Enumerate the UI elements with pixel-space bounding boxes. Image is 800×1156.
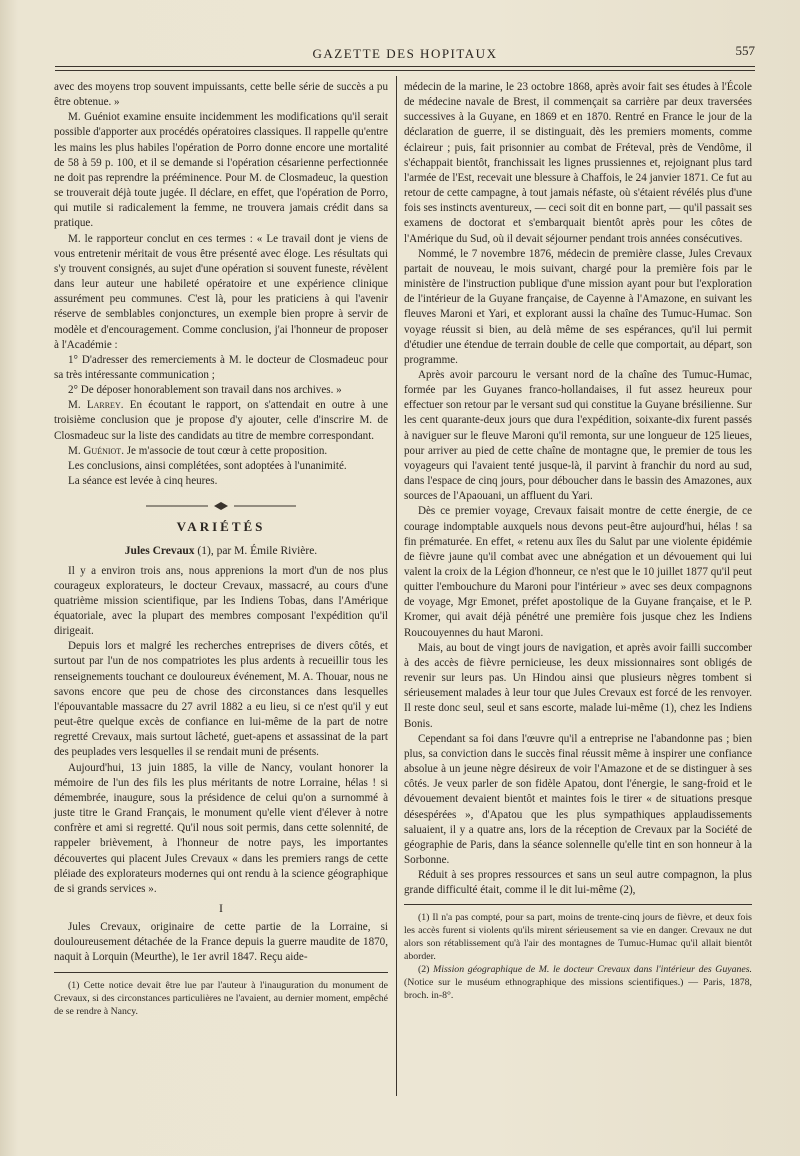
footnote-text: (Notice sur le muséum ethnographique des missions scientifiques.) — Paris, 1878, broch. in-8°.	[404, 977, 752, 1002]
paragraph: Il y a environ trois ans, nous apprenions la mort d'un de nos plus courageux explorateurs, le docteur Crevaux, massacré, au cours d'une quatrième mission scientifique, par les Indiens Tobas, dans l'Amérique équatoriale, avec la plupart des membres composant l'expédition qu'il dirigeait.	[54, 564, 388, 638]
paragraph: 2° De déposer honorablement son travail dans nos archives. »	[68, 384, 342, 397]
paragraph: médecin de la marine, le 23 octobre 1868, après avoir fait ses études à l'École de médecine navale de Brest, il commençait sa carrière par deux traversées successives à la Guyane, en 1869 et en 1870. Rentré en France le jour de la déclaration de guerre, il se distinguait, dès les premiers moments, comme éclaireur ; puis, fait prisonnier au combat de Fréteval, près de Vendôme, il s'échappait bientôt, franchissait les lignes prussiennes et, rejoignant plus tard l'armée de l'Est, recevait une blessure à Chaffois, le 24 janvier 1871. Ce fut au retour de cette campagne, à tout jamais néfaste, où s'étaient révélés plus d'une fois ses instincts aventureux, — ceci soit dit en bonne part, — qu'il passait ses examens de doctorat et s'embarquait bientôt après pour les côtes de l'Amérique du Sud, où il devait séjourner pendant trois années consécutives.	[404, 81, 752, 245]
section-divider	[54, 501, 388, 511]
footnote-rule	[54, 972, 388, 973]
article-byline: (1), par M. Émile Rivière.	[194, 545, 318, 558]
page-header	[55, 40, 755, 64]
paragraph: avec des moyens trop souvent impuissants, cette belle série de succès a pu être obtenue. »	[54, 81, 388, 109]
speaker-name: M. Guéniot.	[68, 444, 124, 457]
footnote	[404, 963, 752, 1002]
section-title: VARIÉTÉS	[176, 519, 266, 535]
speaker-name: M. Larrey.	[68, 399, 124, 412]
page-number: 557	[735, 43, 755, 58]
paragraph: Cependant sa foi dans l'œuvre qu'il a entreprise ne l'abandonne pas ; bien plus, sa conviction dans le succès final réussit même à inspirer une confiance absolue à un jeune nègre désireux de voir l'Amazone et de se distinguer à ses côtés. Je veux parler de son fidèle Apatou, dont l'énergie, le sang-froid et le dévouement devaient bientôt et maintes fois le tirer « de situations presque désespérées », d'Apatou que les plus sympathiques applaudissements saluaient, il y a quatre ans, lors de la réception de Crevaux par la Société de géographie de Paris, dans la séance solennelle qu'elle tint en son honneur à la Sorbonne.	[404, 732, 752, 866]
chapter-number: I	[219, 900, 223, 915]
paragraph: Réduit à ses propres ressources et sans un seul autre compagnon, la plus grande difficulté était, comme il le dit lui-même (2),	[404, 869, 752, 897]
ornament-rule-icon	[146, 501, 296, 511]
paragraph: La séance est levée à cinq heures.	[68, 475, 218, 488]
paragraph	[54, 444, 388, 459]
footnote-number: (2)	[418, 964, 434, 976]
paragraph: 1° D'adresser des remerciements à M. le docteur de Closmadeuc pour sa très intéressante communication ;	[54, 353, 388, 381]
paragraph: Jules Crevaux, originaire de cette partie de la Lorraine, si douloureusement détachée de la France depuis la guerre maudite de 1870, naquit à Lorquin (Meurthe), le 1er avril 1847. Reçu aide-	[54, 921, 388, 964]
article-title	[54, 544, 388, 559]
paragraph: Aujourd'hui, 13 juin 1885, la ville de Nancy, voulant honorer la mémoire de l'un des fils les plus méritants de notre Lorraine, hélas ! si démembrée, inaugure, sous la présidence de celui qu'on a surnommé à juste titre le Grand Français, le monument qu'elle vient d'élever à notre confrère et ami si regretté. Qu'il nous soit permis, dans cette solennité, de rappeler brièvement, à l'honneur de notre pays, les importantes découvertes qui placent Jules Crevaux « dans les premiers rangs de cette pléiade des explorateurs modernes qui ont rendu à la science géographique de si grands services ».	[54, 761, 388, 895]
left-column	[54, 80, 388, 1018]
paragraph	[54, 398, 388, 443]
footnote: (1) Cette notice devait être lue par l'auteur à l'inauguration du monument de Crevaux, si des circonstances particulières ne l'avaient, au dernier moment, empêché de se rendre à Nancy.	[54, 979, 388, 1017]
speech-text: En écoutant le rapport, on s'attendait en outre à une troisième conclusion que je propose d'y ajouter, celle d'inscrire M. de Closmadeuc sur la liste des candidats au titre de membre correspondant.	[54, 399, 388, 442]
footnote-rule	[404, 904, 752, 905]
footnote-title: Mission géographique de M. le docteur Crevaux dans l'intérieur des Guyanes.	[433, 964, 753, 976]
header-rule-bottom	[55, 70, 755, 71]
paragraph: M. le rapporteur conclut en ces termes : « Le travail dont je viens de vous entretenir méritait de vous être présenté avec éloge. Les résultats qui s'y trouvent consignés, au sujet d'une opération si souvent funeste, révèlent dans leur auteur une habileté opératoire et une expérience clinique assurément peu communes. C'est là, pour les praticiens à qui l'avenir réserve de semblables conjonctures, un exemple bien propre à servir de modèle et d'encouragement. Comme conclusion, j'ai l'honneur de proposer à l'Académie :	[54, 232, 388, 351]
paragraph: M. Guéniot examine ensuite incidemment les modifications qu'il serait possible d'apporter aux procédés opératoires classiques. Il rappelle qu'entre les mains les plus habiles l'opération de Porro donne encore une mortalité de 58 à 59 p. 100, et il se demande si l'opération césarienne perfectionnée ne doit pas reprendre la prééminence. Pour M. de Closmadeuc, la question se trouverait déjà toute jugée. Il déclare, en effet, que l'opération de Porro, qui mutile si radicalement la femme, ne trouvera jamais crédit dans sa pratique.	[54, 111, 388, 230]
speech-text: Je m'associe de tout cœur à cette proposition.	[123, 444, 328, 457]
paragraph: Nommé, le 7 novembre 1876, médecin de première classe, Jules Crevaux partait de nouveau, le mois suivant, chargé pour la première fois par le ministère de l'instruction publique d'une mission ayant pour but l'exploration de l'intérieur de la Guyane française, de Cayenne à l'Amazone, en suivant les fleuves Maroni et Yari, et explorant aussi la chaîne des Tumuc-Humac. Son voyage réussit si bien, au delà même de ses espérances, qu'il lui permit d'étudier une étendue de terrain double de celle que comportait, au départ, son programme.	[404, 247, 752, 366]
header-rule-top	[55, 66, 755, 67]
paragraph: Après avoir parcouru le versant nord de la chaîne des Tumuc-Humac, formée par les Guyanes franco-hollandaises, il fut assez heureux pour effectuer son retour par le versant sud qui constitue la Guyane brésilienne. Sur les cent quarante-deux jours que dura l'expédition, soixante-dix furent passés à naviguer sur le fleuve Maroni qu'il remonta, sur une longueur de 125 lieues, pour arriver au pied de cette chaîne de montagne que, le premier de tous les voyageurs qui l'avaient tenté jusque-là, il parvint à franchir du nord au sud, dans l'espace de cinq jours, pour déboucher dans le bassin des Amazones, aux sources de l'Apaouani, un affluent du Yari.	[404, 368, 752, 503]
right-column	[404, 80, 752, 1002]
column-divider	[396, 76, 397, 1096]
footnote: (1) Il n'a pas compté, pour sa part, moins de trente-cinq jours de fièvre, et deux fois les accès furent si violents qu'ils mirent sérieusement sa vie en danger. Crevaux ne dut alors son rétablissement qu'à l'air des montagnes de Tumuc-Humac qu'il allait bientôt aborder.	[404, 912, 752, 963]
paragraph: Depuis lors et malgré les recherches entreprises de divers côtés, et surtout par l'un de nos compatriotes les plus ardents à recueillir tous les renseignements touchant ce douloureux événement, M. A. Thouar, nous ne savons encore que peu de chose des circonstances dans lesquelles l'épouvantable massacre du 27 avril 1882 a eu lieu, si ce n'est qu'il y eut peut-être quelque excès de confiance en lui-même de la part de notre regretté Crevaux, mais surtout lâcheté, guet-apens et assassinat de la part des peuplades vers lesquelles il se rendait muni de présents.	[54, 640, 388, 759]
paragraph: Dès ce premier voyage, Crevaux faisait montre de cette énergie, de ce courage indomptable auxquels nous devons peut-être aujourd'hui, hélas ! sa fin prématurée. En effet, « retenu aux îles du Salut par une violente épidémie de fièvre jaune qu'il combat avec une abnégation et un dévouement qui lui valent la croix de la Légion d'honneur, ce n'est que le 10 juillet 1877 qu'il peut quitter l'embouchure du Maroni pour l'intérieur » avec ses deux compagnons de voyage, Mgr Emonet, préfet apostolique de la Guyane française, et le P. Kromer, qui avait déjà pénétré une première fois jusque chez les Indiens Roucouyennes du haut Maroni.	[404, 505, 752, 639]
paragraph: Mais, au bout de vingt jours de navigation, et après avoir failli succomber à des accès de fièvre pernicieuse, les deux missionnaires sont obligés de revenir sur leurs pas. Un Hindou ainsi que plusieurs nègres tombent si sérieusement malades à leur tour que Jules Crevaux est forcé de les renvoyer. Il reste donc seul, seul et sans escorte, malade lui-même (1), chez les Indiens Bonis.	[404, 641, 752, 730]
running-title: GAZETTE DES HOPITAUX	[312, 46, 498, 61]
paragraph: Les conclusions, ainsi complétées, sont adoptées à l'unanimité.	[68, 459, 347, 472]
article-subject: Jules Crevaux	[124, 545, 195, 558]
